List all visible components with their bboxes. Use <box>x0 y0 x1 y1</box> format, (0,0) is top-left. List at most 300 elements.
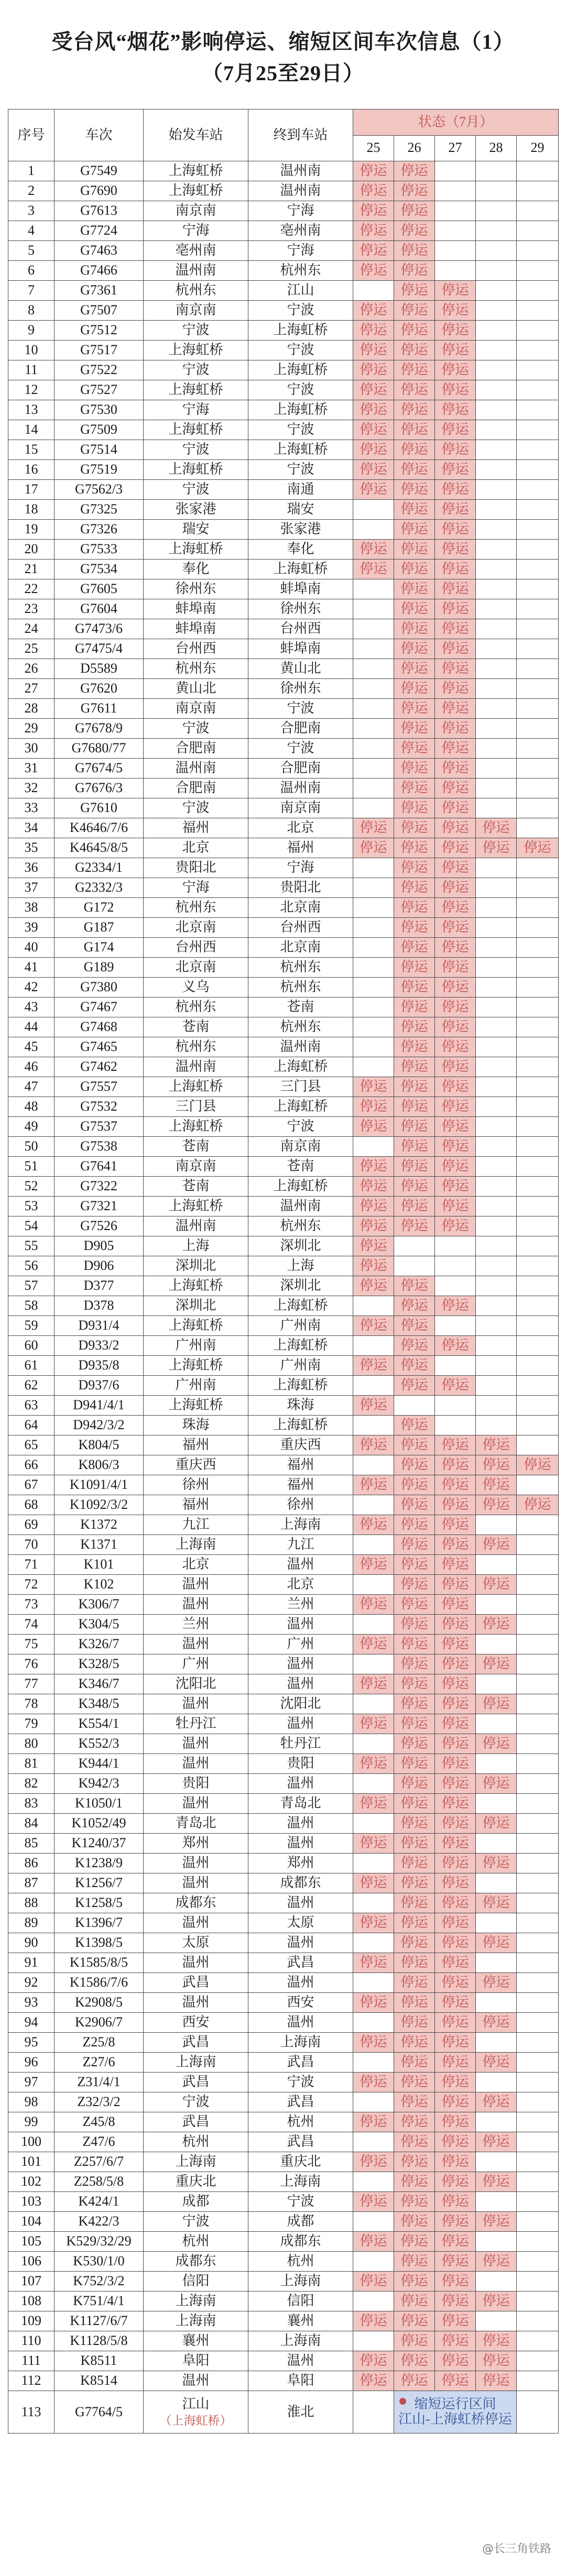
table-row <box>8 759 559 779</box>
status-stopped: 停运 <box>394 1794 435 1814</box>
status-empty <box>353 619 394 639</box>
table-row <box>8 1356 559 1376</box>
cell-index: 4 <box>8 221 55 241</box>
status-stopped: 停运 <box>353 1216 394 1236</box>
cell-dest: 成都东 <box>248 2232 353 2252</box>
status-empty <box>353 1654 394 1674</box>
cell-dest: 温州 <box>248 1674 353 1694</box>
status-stopped: 停运 <box>517 1455 559 1475</box>
status-stopped: 停运 <box>394 1296 435 1316</box>
watermark: @长三角铁路 <box>482 2542 551 2556</box>
status-stopped: 停运 <box>435 1475 476 1495</box>
cell-origin: 温州 <box>144 1734 248 1754</box>
status-empty <box>517 1734 559 1754</box>
status-empty <box>353 1495 394 1515</box>
cell-origin: 南京南 <box>144 201 248 221</box>
cell-index: 68 <box>8 1495 55 1515</box>
cell-train: K422/3 <box>55 2212 144 2232</box>
cell-index: 94 <box>8 2013 55 2033</box>
status-stopped: 停运 <box>476 1535 517 1555</box>
status-empty <box>353 1615 394 1635</box>
status-empty <box>353 1057 394 1077</box>
cell-dest: 温州南 <box>248 1037 353 1057</box>
status-stopped: 停运 <box>394 719 435 739</box>
table-row <box>8 1635 559 1654</box>
cell-dest: 宁波 <box>248 301 353 321</box>
status-empty <box>353 1734 394 1754</box>
table-row <box>8 1575 559 1595</box>
status-stopped: 停运 <box>394 2232 435 2252</box>
status-empty <box>476 1316 517 1336</box>
status-empty <box>476 978 517 997</box>
status-stopped: 停运 <box>394 1097 435 1117</box>
cell-dest: 上海虹桥 <box>248 321 353 341</box>
status-stopped: 停运 <box>353 1555 394 1575</box>
cell-train: G189 <box>55 958 144 978</box>
status-empty <box>476 480 517 500</box>
status-stopped: 停运 <box>435 2252 476 2272</box>
status-empty <box>435 1416 476 1435</box>
status-stopped: 停运 <box>435 520 476 540</box>
status-stopped: 停运 <box>394 1734 435 1754</box>
cell-train: G7537 <box>55 1117 144 1137</box>
status-empty <box>517 380 559 400</box>
status-stopped: 停运 <box>353 360 394 380</box>
status-empty <box>435 1236 476 1256</box>
cell-origin: 上海虹桥 <box>144 1316 248 1336</box>
cell-index: 23 <box>8 599 55 619</box>
cell-dest: 徐州 <box>248 1495 353 1515</box>
status-stopped: 停运 <box>394 1973 435 1993</box>
status-stopped: 停运 <box>435 1077 476 1097</box>
cell-origin: 上海南 <box>144 2053 248 2073</box>
status-empty <box>517 818 559 838</box>
cell-index: 61 <box>8 1356 55 1376</box>
status-empty <box>476 1754 517 1774</box>
status-stopped: 停运 <box>435 460 476 480</box>
status-stopped: 停运 <box>394 779 435 798</box>
cell-origin: 武昌 <box>144 2112 248 2132</box>
cell-origin: 宁波 <box>144 321 248 341</box>
status-empty <box>476 161 517 181</box>
status-empty <box>517 679 559 699</box>
table-row <box>8 679 559 699</box>
status-empty <box>476 1515 517 1535</box>
cell-dest: 兰州 <box>248 1595 353 1615</box>
cell-dest: 杭州东 <box>248 1216 353 1236</box>
status-stopped: 停运 <box>435 2112 476 2132</box>
status-empty <box>476 918 517 938</box>
cell-dest: 成都 <box>248 2212 353 2232</box>
cell-train: K1586/7/6 <box>55 1973 144 1993</box>
cell-train: G172 <box>55 898 144 918</box>
cell-dest: 苍南 <box>248 1157 353 1177</box>
status-stopped: 停运 <box>394 2073 435 2092</box>
cell-dest: 宁海 <box>248 241 353 261</box>
status-empty <box>517 1117 559 1137</box>
cell-dest: 杭州 <box>248 2252 353 2272</box>
cell-index: 86 <box>8 1854 55 1873</box>
status-stopped: 停运 <box>394 181 435 201</box>
note-line-2: 江山-上海虹桥停运 <box>398 2411 512 2427</box>
table-row <box>8 1057 559 1077</box>
status-stopped: 停运 <box>435 1873 476 1893</box>
table-row-last <box>8 2391 559 2434</box>
status-stopped: 停运 <box>435 1754 476 1774</box>
cell-origin: 广州南 <box>144 1336 248 1356</box>
cell-index: 99 <box>8 2112 55 2132</box>
status-empty <box>517 1834 559 1854</box>
note-line-1: 缩短运行区间 <box>414 2396 496 2412</box>
cell-origin: 宁波 <box>144 440 248 460</box>
cell-dest: 宁波 <box>248 460 353 480</box>
status-empty <box>353 918 394 938</box>
status-empty <box>476 579 517 599</box>
cell-dest: 宁波 <box>248 2192 353 2212</box>
status-empty <box>517 759 559 779</box>
status-stopped: 停运 <box>353 301 394 321</box>
status-stopped: 停运 <box>353 838 394 858</box>
table-row <box>8 241 559 261</box>
cell-dest: 武昌 <box>248 2132 353 2152</box>
status-stopped: 停运 <box>476 2292 517 2311</box>
status-empty <box>517 958 559 978</box>
cell-index: 80 <box>8 1734 55 1754</box>
status-empty <box>476 341 517 360</box>
status-empty <box>517 1714 559 1734</box>
table-row <box>8 1754 559 1774</box>
cell-train: K304/5 <box>55 1615 144 1635</box>
cell-dest: 台州西 <box>248 918 353 938</box>
cell-dest: 温州南 <box>248 1197 353 1216</box>
table-row <box>8 1216 559 1236</box>
status-empty <box>517 1674 559 1694</box>
status-stopped: 停运 <box>435 1157 476 1177</box>
status-empty <box>517 1057 559 1077</box>
status-empty <box>517 2272 559 2292</box>
status-empty <box>517 898 559 918</box>
status-empty <box>476 261 517 281</box>
cell-index: 21 <box>8 560 55 579</box>
cell-train: K101 <box>55 1555 144 1575</box>
status-empty <box>517 1475 559 1495</box>
status-empty <box>517 500 559 520</box>
cell-index: 35 <box>8 838 55 858</box>
cell-dest: 淮北 <box>248 2391 353 2434</box>
status-stopped: 停运 <box>394 1535 435 1555</box>
cell-origin: 温州 <box>144 1993 248 2013</box>
status-stopped: 停运 <box>394 838 435 858</box>
cell-train: G7466 <box>55 261 144 281</box>
status-empty <box>517 1376 559 1396</box>
status-empty <box>517 1216 559 1236</box>
shortened-route-note <box>394 2391 517 2434</box>
status-stopped: 停运 <box>353 1117 394 1137</box>
origin-sub-note: （上海虹桥） <box>159 2414 232 2427</box>
table-row <box>8 2272 559 2292</box>
status-empty <box>517 1694 559 1714</box>
cell-train: K1128/5/8 <box>55 2331 144 2351</box>
cell-index: 51 <box>8 1157 55 1177</box>
status-stopped: 停运 <box>353 1754 394 1774</box>
status-stopped: 停运 <box>394 639 435 659</box>
status-empty <box>353 1296 394 1316</box>
status-empty <box>517 1157 559 1177</box>
cell-dest: 重庆西 <box>248 1435 353 1455</box>
status-empty <box>353 1893 394 1913</box>
cell-origin: 南京南 <box>144 301 248 321</box>
status-stopped: 停运 <box>435 2152 476 2172</box>
table-row <box>8 1993 559 2013</box>
cell-train: K306/7 <box>55 1595 144 1615</box>
status-stopped: 停运 <box>435 719 476 739</box>
status-stopped: 停运 <box>394 978 435 997</box>
status-stopped: 停运 <box>394 1694 435 1714</box>
status-empty <box>353 2252 394 2272</box>
table-row <box>8 1953 559 1973</box>
cell-index: 19 <box>8 520 55 540</box>
status-empty <box>353 719 394 739</box>
status-stopped: 停运 <box>476 2132 517 2152</box>
cell-train: Z45/8 <box>55 2112 144 2132</box>
cell-index: 106 <box>8 2252 55 2272</box>
table-row <box>8 2351 559 2371</box>
status-empty <box>517 1794 559 1814</box>
cell-origin: 上海虹桥 <box>144 420 248 440</box>
cell-train: G7678/9 <box>55 719 144 739</box>
status-empty <box>476 2033 517 2053</box>
status-stopped: 停运 <box>435 1674 476 1694</box>
cell-origin: 上海虹桥 <box>144 1276 248 1296</box>
status-stopped: 停运 <box>353 400 394 420</box>
status-empty <box>517 978 559 997</box>
status-stopped: 停运 <box>394 2033 435 2053</box>
cell-train: K8511 <box>55 2351 144 2371</box>
cell-origin: 上海虹桥 <box>144 540 248 560</box>
status-stopped: 停运 <box>435 1993 476 2013</box>
status-stopped: 停运 <box>394 1216 435 1236</box>
cell-train: G7507 <box>55 301 144 321</box>
cell-index: 74 <box>8 1615 55 1635</box>
status-empty <box>476 1416 517 1435</box>
status-stopped: 停运 <box>394 759 435 779</box>
cell-dest: 三门县 <box>248 1077 353 1097</box>
cell-index: 103 <box>8 2192 55 2212</box>
status-stopped: 停运 <box>394 2331 435 2351</box>
cell-index: 107 <box>8 2272 55 2292</box>
status-stopped: 停运 <box>435 2371 476 2391</box>
status-stopped: 停运 <box>394 1177 435 1197</box>
cell-index: 28 <box>8 699 55 719</box>
status-stopped: 停运 <box>435 2172 476 2192</box>
table-row <box>8 2331 559 2351</box>
table-row <box>8 261 559 281</box>
cell-dest: 沈阳北 <box>248 1694 353 1714</box>
cell-origin: 温州南 <box>144 759 248 779</box>
status-empty <box>517 1774 559 1794</box>
cell-origin: 温州 <box>144 1953 248 1973</box>
cell-train: D933/2 <box>55 1336 144 1356</box>
status-stopped: 停运 <box>353 540 394 560</box>
status-stopped: 停运 <box>353 2272 394 2292</box>
cell-dest: 上海虹桥 <box>248 1376 353 1396</box>
cell-origin: 台州西 <box>144 938 248 958</box>
status-stopped: 停运 <box>394 1416 435 1435</box>
status-stopped: 停运 <box>435 579 476 599</box>
status-stopped: 停运 <box>353 2112 394 2132</box>
status-empty <box>353 579 394 599</box>
cell-dest: 广州南 <box>248 1356 353 1376</box>
status-empty <box>353 779 394 798</box>
table-row <box>8 1854 559 1873</box>
cell-train: Z27/6 <box>55 2053 144 2073</box>
cell-origin: 上海虹桥 <box>144 181 248 201</box>
status-stopped: 停运 <box>353 261 394 281</box>
status-empty <box>353 1854 394 1873</box>
status-empty <box>353 2331 394 2351</box>
table-row <box>8 1037 559 1057</box>
cell-origin: 温州 <box>144 2371 248 2391</box>
status-empty <box>353 938 394 958</box>
cell-train: G7532 <box>55 1097 144 1117</box>
status-stopped: 停运 <box>394 1754 435 1774</box>
cell-train: G7519 <box>55 460 144 480</box>
status-empty <box>353 1933 394 1953</box>
cell-dest: 杭州 <box>248 2112 353 2132</box>
status-stopped: 停运 <box>435 878 476 898</box>
cell-origin: 温州 <box>144 1754 248 1774</box>
status-empty <box>435 201 476 221</box>
cell-index: 70 <box>8 1535 55 1555</box>
cell-origin: 上海南 <box>144 2311 248 2331</box>
status-stopped: 停运 <box>435 2292 476 2311</box>
status-empty <box>476 420 517 440</box>
status-empty <box>517 1396 559 1416</box>
cell-train: G7534 <box>55 560 144 579</box>
status-empty <box>517 1973 559 1993</box>
status-stopped: 停运 <box>435 1794 476 1814</box>
cell-train: G2334/1 <box>55 858 144 878</box>
cell-dest: 上海虹桥 <box>248 1057 353 1077</box>
status-stopped: 停运 <box>353 1873 394 1893</box>
status-stopped: 停运 <box>394 360 435 380</box>
cell-train: K4645/8/5 <box>55 838 144 858</box>
table-row <box>8 1296 559 1316</box>
cell-dest: 深圳北 <box>248 1236 353 1256</box>
table-row <box>8 560 559 579</box>
cell-origin: 上海虹桥 <box>144 1396 248 1416</box>
cell-origin: 成都东 <box>144 1893 248 1913</box>
status-stopped: 停运 <box>394 1933 435 1953</box>
table-row <box>8 2172 559 2192</box>
cell-dest: 宁波 <box>248 1117 353 1137</box>
cell-train: D931/4 <box>55 1316 144 1336</box>
status-stopped: 停运 <box>353 1236 394 1256</box>
status-empty <box>517 1276 559 1296</box>
cell-origin: 杭州东 <box>144 898 248 918</box>
header-day: 25 <box>353 135 394 161</box>
status-stopped: 停运 <box>353 1435 394 1455</box>
cell-index: 24 <box>8 619 55 639</box>
status-stopped: 停运 <box>353 480 394 500</box>
table-row <box>8 380 559 400</box>
status-stopped: 停运 <box>435 1973 476 1993</box>
status-stopped: 停运 <box>435 1893 476 1913</box>
table-row <box>8 1236 559 1256</box>
status-stopped: 停运 <box>394 301 435 321</box>
cell-train: G7467 <box>55 997 144 1017</box>
status-empty <box>517 1197 559 1216</box>
cell-index: 42 <box>8 978 55 997</box>
status-empty <box>476 599 517 619</box>
status-stopped: 停运 <box>435 1913 476 1933</box>
cell-origin: 牡丹江 <box>144 1714 248 1734</box>
header-dest: 终到车站 <box>248 109 353 161</box>
cell-train: K2908/5 <box>55 1993 144 2013</box>
status-empty <box>476 520 517 540</box>
cell-train: G7322 <box>55 1177 144 1197</box>
status-stopped: 停运 <box>476 1734 517 1754</box>
status-stopped: 停运 <box>435 1296 476 1316</box>
status-empty <box>435 1356 476 1376</box>
status-stopped: 停运 <box>435 1555 476 1575</box>
cell-index: 113 <box>8 2391 55 2434</box>
table-row <box>8 520 559 540</box>
table-row <box>8 659 559 679</box>
status-empty <box>476 181 517 201</box>
cell-index: 76 <box>8 1654 55 1674</box>
status-empty <box>353 878 394 898</box>
cell-origin: 宁波 <box>144 719 248 739</box>
cell-dest: 上海南 <box>248 2272 353 2292</box>
cell-origin: 上海虹桥 <box>144 161 248 181</box>
status-stopped: 停运 <box>394 1854 435 1873</box>
status-stopped: 停运 <box>353 241 394 261</box>
status-empty <box>435 1316 476 1336</box>
cell-index: 47 <box>8 1077 55 1097</box>
table-row <box>8 818 559 838</box>
status-empty <box>476 321 517 341</box>
cell-index: 69 <box>8 1515 55 1535</box>
table-row <box>8 420 559 440</box>
status-stopped: 停运 <box>435 838 476 858</box>
cell-dest: 合肥南 <box>248 719 353 739</box>
status-empty <box>476 440 517 460</box>
cell-origin <box>144 2391 248 2434</box>
cell-dest: 上海虹桥 <box>248 400 353 420</box>
status-stopped: 停运 <box>435 918 476 938</box>
table-row <box>8 1137 559 1157</box>
cell-origin: 上海南 <box>144 1535 248 1555</box>
status-empty <box>517 659 559 679</box>
cell-index: 59 <box>8 1316 55 1336</box>
cell-train: K1052/49 <box>55 1814 144 1834</box>
status-empty <box>517 360 559 380</box>
cell-index: 87 <box>8 1873 55 1893</box>
status-empty <box>476 1057 517 1077</box>
cell-origin: 宁波 <box>144 480 248 500</box>
status-empty <box>517 460 559 480</box>
status-stopped: 停运 <box>435 1376 476 1396</box>
cell-dest: 宁波 <box>248 739 353 759</box>
status-empty <box>517 2331 559 2351</box>
cell-index: 5 <box>8 241 55 261</box>
status-stopped: 停运 <box>394 1893 435 1913</box>
cell-dest: 上海虹桥 <box>248 1416 353 1435</box>
cell-origin: 温州 <box>144 1595 248 1615</box>
cell-index: 55 <box>8 1236 55 1256</box>
cell-origin: 沈阳北 <box>144 1674 248 1694</box>
